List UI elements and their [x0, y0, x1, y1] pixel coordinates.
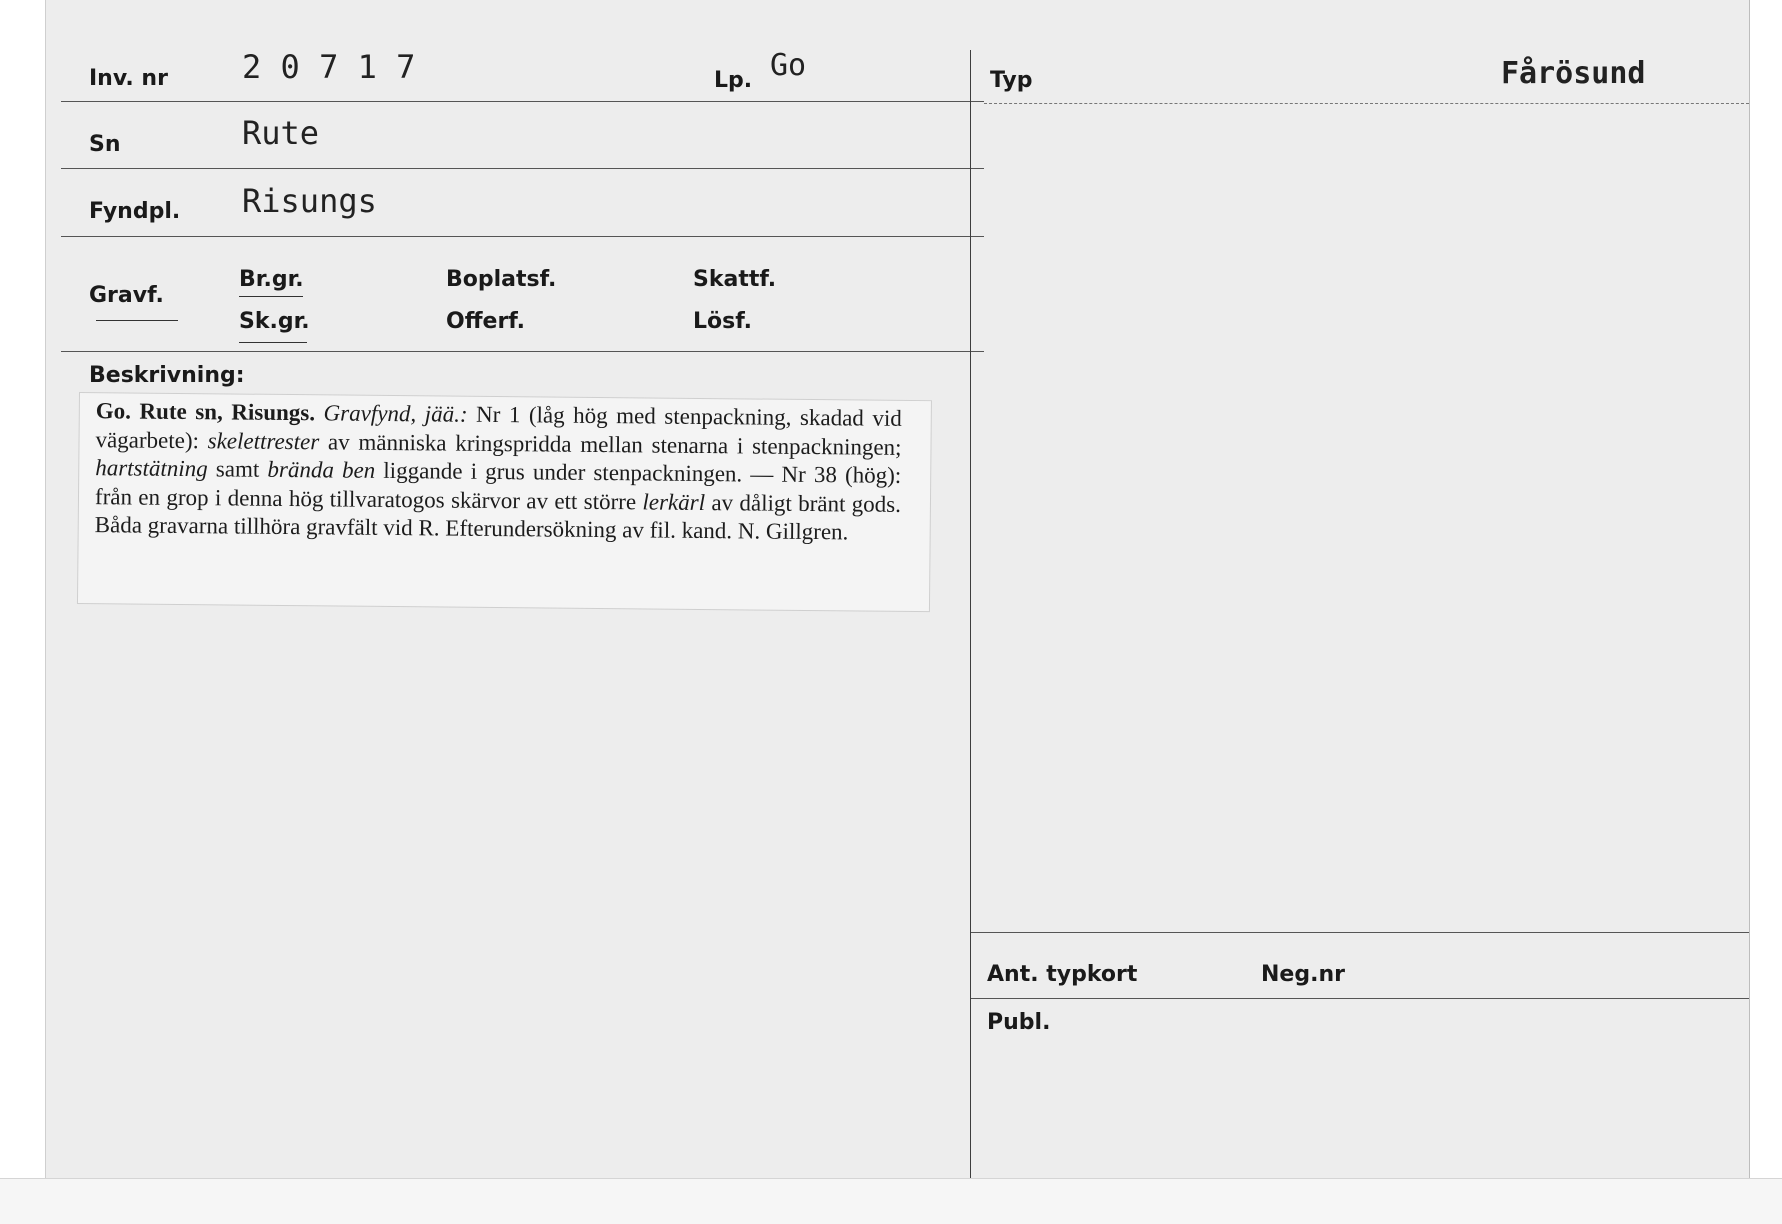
gravf-mark: [96, 320, 178, 321]
description-segment: Nr 1 (låg hög med stenpackning, skadad vid vägarbete):: [95, 401, 902, 453]
description-segment: hartstätning: [95, 455, 208, 482]
description-segment: [315, 400, 324, 425]
description-segment: Gravfynd, jää.:: [323, 400, 468, 427]
description-segment: av människa kringspridda mellan stenarna i stenpackningen;: [319, 428, 902, 460]
description-segment: lerkärl: [642, 488, 706, 515]
boplatsf-label: Boplatsf.: [446, 267, 557, 292]
neg-nr-label: Neg.nr: [1261, 962, 1345, 987]
gravf-label: Gravf.: [89, 283, 164, 308]
typ-label: Typ: [990, 68, 1033, 93]
inv-nr-label: Inv. nr: [89, 66, 168, 91]
ant-typkort-label: Ant. typkort: [987, 962, 1138, 987]
offerf-label: Offerf.: [446, 309, 526, 334]
sn-label: Sn: [89, 132, 121, 157]
fyndpl-label: Fyndpl.: [89, 199, 181, 224]
skgr-mark: [239, 342, 307, 343]
rule-footer-top: [971, 932, 1749, 933]
description-segment: Go. Rute sn, Risungs.: [95, 398, 316, 426]
description-segment: av dåligt bränt gods. Båda gravarna tillhöra gravfält vid R. Efterundersökning av fil. kand. N. Gillgren.: [94, 489, 902, 545]
rule-inv: [61, 101, 984, 102]
description-segment: liggande i grus under stenpackningen. — Nr 38 (hög): från en grop i denna hög tillvaratogos skärvor av ett större: [94, 457, 902, 514]
lp-label: Lp.: [714, 68, 753, 93]
brgr-label: Br.gr.: [239, 267, 304, 292]
skattf-label: Skattf.: [693, 267, 777, 292]
skgr-label: Sk.gr.: [239, 309, 310, 334]
column-divider: [970, 50, 971, 1178]
rule-fyndpl: [61, 236, 984, 237]
catalog-card: [45, 0, 1750, 1178]
rule-categories: [61, 351, 984, 352]
sn-value: Rute: [242, 114, 320, 152]
publ-label: Publ.: [987, 1010, 1051, 1035]
lp-value: Go: [770, 48, 807, 83]
losf-label: Lösf.: [693, 309, 752, 334]
description-text: [95, 397, 902, 547]
brgr-mark: [239, 296, 303, 297]
fyndpl-value: Risungs: [242, 182, 377, 220]
typ-value: Fårösund: [1501, 56, 1646, 91]
description-segment: skelettrester: [207, 427, 320, 454]
description-segment: samt: [207, 456, 268, 482]
description-clipping: [77, 392, 932, 612]
rule-sn: [61, 168, 984, 169]
rule-typ: [984, 103, 1749, 104]
scan-margin: [0, 1178, 1782, 1224]
beskrivning-label: Beskrivning:: [89, 363, 245, 388]
description-segment: brända ben: [267, 456, 376, 483]
inv-nr-value: 2 0 7 1 7: [242, 48, 416, 86]
rule-footer-mid: [971, 998, 1749, 999]
